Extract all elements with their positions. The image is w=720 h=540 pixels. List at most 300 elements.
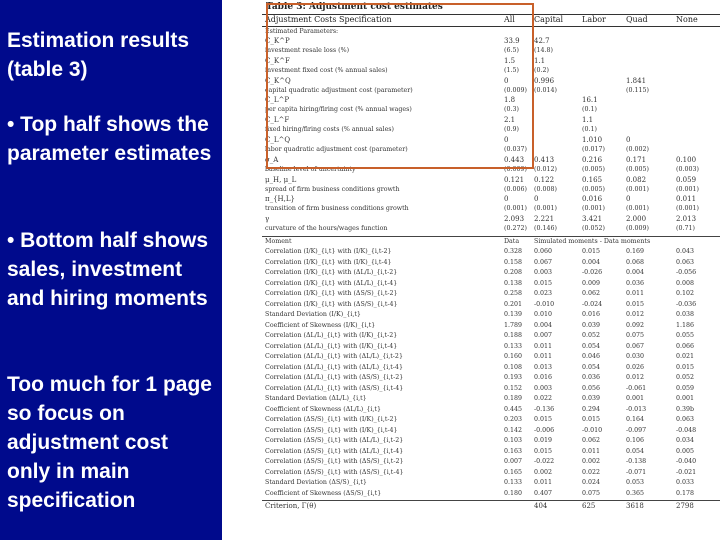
table-cell: 0.011: [626, 290, 645, 297]
table-cell: 0.016: [534, 374, 553, 381]
table-cell: (0.005): [582, 165, 605, 173]
table-cell: 0.208: [504, 269, 523, 276]
table-cell: -0.097: [626, 426, 647, 434]
table-cell: 0.001: [676, 395, 695, 402]
moment-row: [262, 374, 720, 382]
table-cell: -0.021: [676, 468, 697, 476]
slide-text-panel: [0, 0, 222, 540]
param-row: [262, 106, 720, 114]
table-cell: 0.043: [676, 248, 695, 255]
table-cell: 2.093: [504, 215, 525, 224]
table-cell: γ: [265, 215, 270, 224]
table-cell: 0: [534, 195, 539, 204]
table-cell: 0.407: [534, 489, 553, 497]
table-cell: 0.012: [626, 374, 645, 381]
table-cell: 0.059: [676, 384, 695, 392]
param-row: [262, 87, 720, 95]
table-cell: 0.024: [582, 479, 601, 486]
table-cell: (0.001): [582, 205, 605, 213]
table-cell: 0.011: [582, 447, 601, 455]
table-cell: 0.092: [626, 321, 645, 329]
table-cell: 0.163: [504, 447, 523, 455]
table-cell: 0.203: [504, 416, 523, 423]
table-cell: 0.016: [582, 311, 601, 318]
table-cell: (0.1): [582, 106, 597, 114]
moment-row: [262, 322, 720, 330]
table-cell: 0.102: [676, 290, 695, 297]
moment-row: [262, 269, 720, 277]
table-cell: 0.133: [504, 342, 523, 350]
section-label: [262, 28, 720, 36]
table-cell: (14.8): [534, 46, 553, 54]
param-row: [262, 67, 720, 75]
table-cell: spread of firm business conditions growth: [265, 185, 400, 193]
table-cell: (0.001): [626, 185, 649, 193]
table-cell: 0.046: [582, 353, 601, 360]
param-row: [262, 176, 720, 184]
table-cell: (1.5): [504, 66, 519, 74]
criterion-row: [262, 502, 720, 510]
param-row: [262, 126, 720, 134]
table-cell: labor quadratic adjustment cost (parameter): [265, 145, 408, 153]
table-cell: 0.003: [534, 269, 553, 276]
table-cell: 0.067: [534, 258, 553, 266]
header-quad: Quad: [626, 15, 648, 24]
table-cell: (0.146): [534, 225, 557, 233]
table-cell: Correlation (ΔS/S)_{i,t} with (ΔS/S)_{i,t-4}: [265, 468, 404, 476]
table-cell: 0.075: [582, 489, 601, 497]
table-caption: Table 3: Adjustment cost estimates: [266, 2, 443, 12]
table-divider: [262, 500, 720, 501]
table-cell: (0.009): [626, 225, 649, 233]
moment-row: [262, 448, 720, 456]
table-cell: 0.004: [582, 258, 601, 266]
table-cell: 3618: [626, 502, 644, 510]
param-row: [262, 225, 720, 233]
param-row: [262, 77, 720, 85]
table-cell: Correlation (I/K)_{i,t} with (ΔL/L)_{i,t-2}: [265, 269, 398, 276]
table-cell: 1.1: [582, 116, 594, 125]
table-cell: 0.328: [504, 248, 523, 255]
param-row: [262, 96, 720, 104]
table-cell: 404: [534, 502, 548, 510]
table-cell: 0.160: [504, 353, 523, 360]
moment-row: [262, 479, 720, 487]
table-cell: 0.052: [582, 332, 601, 339]
table-cell: (0.1): [582, 126, 597, 134]
param-row: [262, 47, 720, 55]
table-cell: 0.019: [534, 437, 553, 444]
table-cell: C_L^Q: [265, 136, 291, 144]
table-cell: 0.100: [676, 155, 697, 164]
table-cell: Standard Deviation (I/K)_{i,t}: [265, 311, 361, 318]
header-spec: Adjustment Costs Specification: [265, 15, 392, 24]
table-cell: 0.055: [676, 332, 695, 339]
table-cell: 0.001: [626, 395, 645, 402]
table-cell: 0.030: [626, 353, 645, 360]
table-cell: 0.39b: [676, 405, 695, 413]
moment-row: [262, 385, 720, 393]
table-cell: 0.152: [504, 384, 523, 392]
table-cell: 1.789: [504, 321, 523, 329]
table-cell: 0.034: [676, 437, 695, 444]
table-cell: (6.5): [504, 46, 519, 54]
table-cell: 0.193: [504, 374, 523, 381]
table-cell: (0.001): [676, 185, 699, 193]
table-cell: 0.054: [582, 363, 601, 371]
param-row: [262, 156, 720, 164]
table-cell: 0.039: [582, 321, 601, 329]
slide-bullet-top-half: • Top half shows the parameter estimates: [7, 113, 212, 165]
table-cell: 0.016: [582, 195, 603, 204]
table-cell: Correlation (I/K)_{i,t} with (ΔS/S)_{i,t-4}: [265, 300, 398, 308]
table-cell: 0.013: [534, 363, 553, 371]
table-cell: 0.039: [582, 395, 601, 402]
moment-row: [262, 332, 720, 340]
table-cell: 0.056: [582, 384, 601, 392]
table-cell: 0.036: [582, 374, 601, 381]
table-cell: 0.188: [504, 332, 523, 339]
table-cell: 0.033: [676, 479, 695, 486]
table-cell: (0.052): [582, 225, 605, 233]
moment-row: [262, 395, 720, 403]
table-cell: 0.011: [676, 195, 697, 204]
table-cell: C_K^Q: [265, 76, 291, 85]
table-cell: Correlation (ΔL/L)_{i,t} with (I/K)_{i,t-4}: [265, 342, 398, 350]
table-cell: 0.004: [626, 269, 645, 276]
table-cell: 0.002: [582, 458, 601, 465]
table-cell: (0.001): [534, 205, 557, 213]
table-cell: 1.841: [626, 76, 647, 85]
table-cell: 0: [504, 195, 509, 204]
table-cell: (0.008): [534, 185, 557, 193]
table-cell: 0.007: [504, 458, 523, 465]
table-cell: (0.005): [626, 165, 649, 173]
table-cell: 42.7: [534, 37, 550, 45]
table-cell: (0.006): [504, 185, 527, 193]
moment-row: [262, 290, 720, 298]
table-cell: 3.421: [582, 215, 603, 224]
table-cell: 0.023: [534, 290, 553, 297]
param-row: [262, 136, 720, 144]
moment-row: [262, 248, 720, 256]
table-cell: 0.022: [534, 395, 553, 402]
table-cell: (0.001): [504, 205, 527, 213]
table-cell: 0.121: [504, 175, 525, 184]
table-cell: 0.062: [582, 290, 601, 297]
moment-row: [262, 311, 720, 319]
table-cell: -0.024: [582, 300, 603, 308]
table-cell: 0.201: [504, 300, 523, 308]
table-cell: (0.009): [504, 86, 527, 94]
table-cell: 16.1: [582, 96, 598, 105]
table-cell: -0.138: [626, 458, 647, 465]
table-cell: transition of firm business conditions growth: [265, 205, 409, 213]
table-cell: μ_H, μ_L: [265, 175, 297, 184]
table-cell: 0.053: [626, 479, 645, 486]
table-cell: Standard Deviation (ΔS/S)_{i,t}: [265, 479, 367, 486]
table-cell: 2.221: [534, 215, 555, 224]
table-cell: (0.012): [534, 165, 557, 173]
table-cell: (0.002): [626, 145, 649, 153]
table-cell: 0: [626, 136, 631, 144]
table-cell: 0: [504, 76, 509, 85]
table-cell: Correlation (ΔS/S)_{i,t} with (ΔS/S)_{i,t-2}: [265, 458, 404, 465]
table-cell: per capita hiring/firing cost (% annual wages): [265, 106, 412, 114]
table-cell: C_L^P: [265, 96, 290, 105]
table-cell: -0.010: [534, 300, 555, 308]
table-cell: 0.067: [626, 342, 645, 350]
table-cell: (0.115): [626, 86, 649, 94]
table-image: [262, 0, 720, 540]
table-cell: 0.015: [534, 279, 553, 287]
table-cell: 0.075: [626, 332, 645, 339]
table-cell: capital quadratic adjustment cost (parameter): [265, 86, 413, 94]
table-cell: 0.054: [582, 342, 601, 350]
table-cell: 0.063: [676, 258, 695, 266]
table-cell: 0.138: [504, 279, 523, 287]
table-cell: -0.136: [534, 405, 555, 413]
table-cell: (0.037): [504, 145, 527, 153]
table-cell: 0.108: [504, 363, 523, 371]
table-cell: 2.1: [504, 116, 516, 125]
table-cell: Correlation (ΔS/S)_{i,t} with (ΔL/L)_{i,t-4}: [265, 447, 404, 455]
table-cell: 0.178: [676, 489, 695, 497]
table-cell: 0: [504, 136, 509, 144]
moment-row: [262, 458, 720, 466]
moment-row: [262, 353, 720, 361]
table-cell: 0.015: [676, 363, 695, 371]
table-cell: investment fixed cost (% annual sales): [265, 66, 388, 74]
table-cell: 0.122: [534, 175, 555, 184]
table-cell: Criterion, Γ(θ): [265, 502, 317, 510]
table-cell: 0.169: [626, 248, 645, 255]
table-cell: 0.258: [504, 290, 523, 297]
table-cell: 0.365: [626, 489, 645, 497]
table-cell: 1.5: [504, 56, 516, 65]
table-cell: 0.060: [534, 248, 553, 255]
table-cell: 0.165: [504, 468, 523, 476]
table-cell: 33.9: [504, 37, 520, 45]
header-none: None: [676, 15, 698, 24]
table-cell: (0.272): [504, 225, 527, 233]
table-cell: curvature of the hours/wages function: [265, 225, 388, 233]
table-cell: 0.015: [534, 447, 553, 455]
table-cell: Correlation (ΔS/S)_{i,t} with (I/K)_{i,t-4}: [265, 426, 398, 434]
table-header-row: [262, 14, 720, 27]
table-cell: (0.014): [534, 86, 557, 94]
table-cell: 0.103: [504, 437, 523, 444]
table-cell: 0.216: [582, 155, 603, 164]
table-cell: Correlation (ΔL/L)_{i,t} with (ΔL/L)_{i,t-2}: [265, 353, 403, 360]
param-row: [262, 37, 720, 45]
table-cell: 0.063: [676, 416, 695, 423]
table-cell: 1.010: [582, 136, 603, 144]
table-cell: C_K^F: [265, 56, 290, 65]
param-row: [262, 146, 720, 154]
table-divider: [262, 236, 720, 237]
moment-row: [262, 437, 720, 445]
table-cell: -0.026: [582, 269, 603, 276]
header-capital: Capital: [534, 15, 564, 24]
table-cell: (0.3): [504, 106, 519, 114]
param-row: [262, 205, 720, 213]
table-cell: Correlation (ΔL/L)_{i,t} with (ΔS/S)_{i,t-2}: [265, 374, 404, 381]
table-cell: 0.015: [582, 248, 601, 255]
table-cell: 0: [626, 195, 631, 204]
moment-row: [262, 280, 720, 288]
moment-row: [262, 364, 720, 372]
param-row: [262, 195, 720, 203]
table-cell: -0.061: [626, 384, 647, 392]
table-cell: Correlation (ΔL/L)_{i,t} with (ΔS/S)_{i,t-4}: [265, 384, 404, 392]
moment-row: [262, 259, 720, 267]
table-cell: -0.010: [582, 426, 603, 434]
moment-row: [262, 427, 720, 435]
table-cell: C_L^F: [265, 116, 290, 125]
table-cell: (0.2): [534, 66, 549, 74]
table-cell: 0.015: [582, 416, 601, 423]
table-cell: (0.9): [504, 126, 519, 134]
table-cell: 0.180: [504, 489, 523, 497]
table-cell: 0.445: [504, 405, 523, 413]
table-cell: Correlation (I/K)_{i,t} with (I/K)_{i,t-4}: [265, 258, 392, 266]
table-cell: 0.443: [504, 155, 525, 164]
param-row: [262, 116, 720, 124]
table-cell: 0.038: [676, 311, 695, 318]
table-cell: -0.056: [676, 269, 697, 276]
table-cell: (0.001): [676, 205, 699, 213]
moments-header-row: [262, 238, 720, 246]
table-cell: 0.011: [534, 353, 553, 360]
table-cell: 0.294: [582, 405, 601, 413]
table-cell: Moment: [265, 238, 292, 245]
table-cell: 0.022: [582, 468, 601, 476]
table-cell: Coefficient of Skewness (ΔL/L)_{i,t}: [265, 405, 381, 413]
table-cell: C_K^P: [265, 37, 290, 45]
table-cell: 0.011: [534, 479, 553, 486]
table-cell: 2798: [676, 502, 694, 510]
moment-row: [262, 343, 720, 351]
table-cell: 0.009: [582, 279, 601, 287]
table-cell: 0.015: [534, 416, 553, 423]
table-cell: 0.062: [582, 437, 601, 444]
table-cell: (0.003): [676, 165, 699, 173]
table-cell: 0.003: [534, 384, 553, 392]
table-cell: 0.008: [676, 279, 695, 287]
table-cell: 2.013: [676, 215, 697, 224]
table-cell: 0.021: [676, 353, 695, 360]
table-cell: (0.005): [582, 185, 605, 193]
table-cell: 0.012: [626, 311, 645, 318]
table-cell: 0.007: [534, 332, 553, 339]
param-row: [262, 166, 720, 174]
table-cell: 0.052: [676, 374, 695, 381]
table-cell: 0.005: [676, 447, 695, 455]
table-cell: 625: [582, 502, 596, 510]
moment-row: [262, 301, 720, 309]
table-cell: 0.158: [504, 258, 523, 266]
section-estimated-parameters: Estimated Parameters:: [265, 28, 339, 35]
table-cell: (0.001): [626, 205, 649, 213]
table-cell: Correlation (ΔL/L)_{i,t} with (I/K)_{i,t-2}: [265, 332, 398, 339]
table-cell: σ_A: [265, 155, 279, 164]
param-row: [262, 57, 720, 65]
table-cell: 0.010: [534, 311, 553, 318]
param-row: [262, 215, 720, 223]
table-cell: 1.186: [676, 321, 695, 329]
table-cell: Coefficient of Skewness (ΔS/S)_{i,t}: [265, 489, 382, 497]
table-cell: 0.996: [534, 76, 555, 85]
table-cell: 0.036: [626, 279, 645, 287]
table-cell: Data: [504, 238, 520, 245]
table-cell: (0.71): [676, 225, 695, 233]
table-cell: 0.068: [626, 258, 645, 266]
table-cell: π_{H,L}: [265, 195, 295, 204]
table-cell: 0.133: [504, 479, 523, 486]
slide-bullet-bottom-half: • Bottom half shows sales, investment and hiring moments: [7, 229, 209, 310]
slide-paragraph-title: Estimation results (table 3): [7, 29, 190, 81]
table-cell: Correlation (ΔS/S)_{i,t} with (I/K)_{i,t-2}: [265, 416, 398, 423]
moment-row: [262, 416, 720, 424]
table-cell: 0.139: [504, 311, 523, 318]
table-cell: -0.036: [676, 300, 697, 308]
table-cell: baseline level of uncertainty: [265, 165, 356, 173]
table-cell: investment resale loss (%): [265, 46, 350, 54]
table-cell: -0.048: [676, 426, 697, 434]
table-cell: 1.8: [504, 96, 516, 105]
table-cell: 0.413: [534, 155, 555, 164]
table-cell: 0.164: [626, 416, 645, 423]
table-cell: -0.040: [676, 458, 697, 465]
table-cell: 0.106: [626, 437, 645, 444]
table-cell: Correlation (I/K)_{i,t} with (ΔL/L)_{i,t-4}: [265, 279, 398, 287]
table-cell: 0.082: [626, 175, 647, 184]
table-cell: 0.165: [582, 175, 603, 184]
table-cell: -0.006: [534, 426, 555, 434]
moment-row: [262, 490, 720, 498]
table-cell: Coefficient of Skewness (I/K)_{i,t}: [265, 321, 376, 329]
table-cell: 0.054: [626, 447, 645, 455]
table-cell: 2.000: [626, 215, 647, 224]
table-cell: 0.189: [504, 395, 523, 402]
table-cell: -0.071: [626, 468, 647, 476]
table-cell: (0.017): [582, 145, 605, 153]
moment-row: [262, 406, 720, 414]
table-cell: Correlation (I/K)_{i,t} with (ΔS/S)_{i,t-2}: [265, 290, 398, 297]
table-cell: Standard Deviation (ΔL/L)_{i,t}: [265, 395, 367, 402]
table-cell: 0.066: [676, 342, 695, 350]
table-cell: 1.1: [534, 56, 546, 65]
param-row: [262, 186, 720, 194]
moment-row: [262, 469, 720, 477]
table-cell: 0.002: [534, 468, 553, 476]
table-cell: 0.059: [676, 175, 697, 184]
header-all: All: [504, 15, 515, 24]
table-cell: Simulated moments - Data moments: [534, 238, 651, 245]
table-cell: -0.013: [626, 405, 647, 413]
header-labor: Labor: [582, 15, 606, 24]
table-cell: 0.015: [626, 300, 645, 308]
table-cell: 0.011: [534, 342, 553, 350]
table-cell: 0.171: [626, 155, 647, 164]
table-cell: 0.004: [534, 321, 553, 329]
table-cell: Correlation (ΔS/S)_{i,t} with (ΔL/L)_{i,t-2}: [265, 437, 404, 444]
table-cell: (0.009): [504, 165, 527, 173]
table-cell: fixed hiring/firing costs (% annual sales): [265, 126, 394, 134]
table-cell: Correlation (I/K)_{i,t} with (I/K)_{i,t-2}: [265, 248, 392, 255]
table-cell: 0.142: [504, 426, 523, 434]
